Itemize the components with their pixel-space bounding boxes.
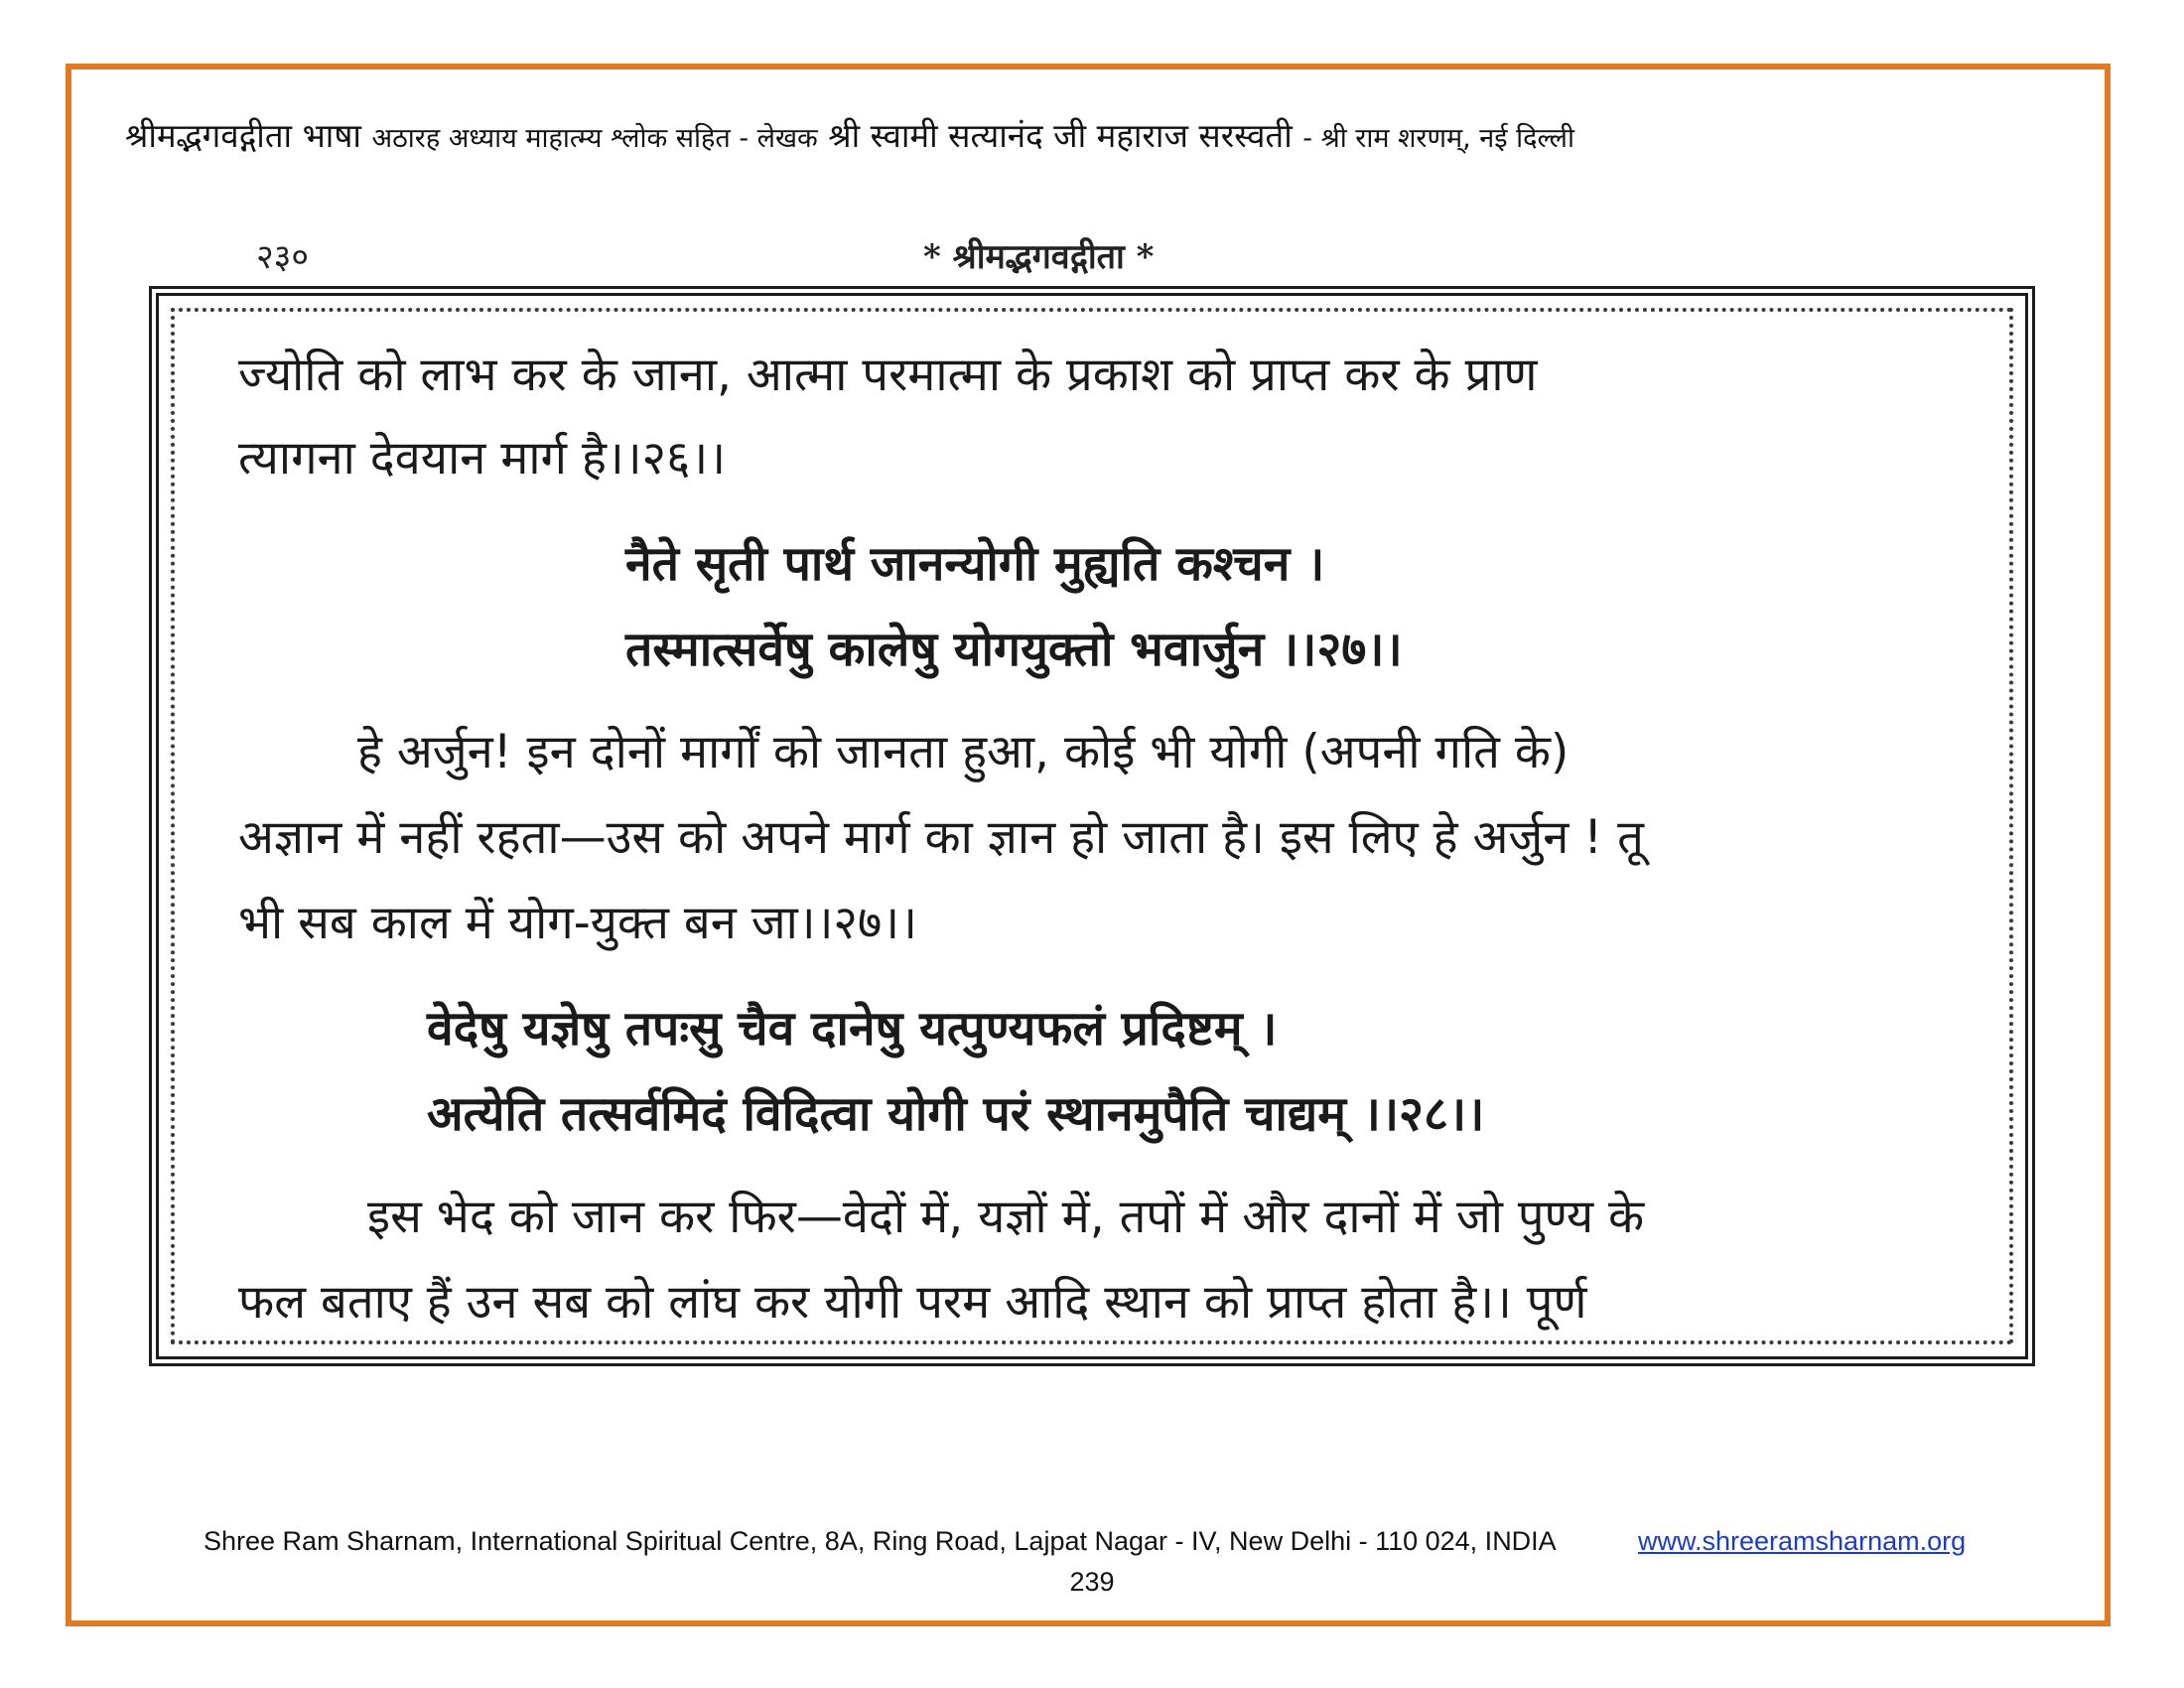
text-line: अज्ञान में नहीं रहता—उस को अपने मार्ग का ज्ञान हो जाता है। इस लिए हे अर्जुन ! तू — [238, 810, 1644, 865]
text-line: भी सब काल में योग-युक्त बन जा।।२७।। — [238, 896, 917, 950]
header-subtitle: अठारह अध्याय माहात्म्य श्लोक सहित - लेखक — [371, 123, 818, 154]
footer-address: Shree Ram Sharnam, International Spiritual Centre, 8A, Ring Road, Lajpat Nagar - IV, New Delhi - 110 024, INDIA — [204, 1526, 1557, 1556]
website-link[interactable]: www.shreeramsharnam.org — [1638, 1526, 1967, 1556]
verse-line: वेदेषु यज्ञेषु तपःसु चैव दानेषु यत्पुण्यफलं प्रदिष्टम् । — [427, 1001, 1278, 1056]
header-separator: - — [1302, 123, 1321, 154]
text-line: इस भेद को जान कर फिर—वेदों में, यज्ञों में, तपों में और दानों में जो पुण्य के — [367, 1190, 1645, 1244]
footer-page-number: 239 — [1069, 1567, 1115, 1597]
book-page-number: २३० — [256, 237, 310, 277]
header-author: श्री स्वामी सत्यानंद जी महाराज सरस्वती — [828, 116, 1293, 155]
header-publisher: श्री राम शरणम्, नई दिल्ली — [1320, 123, 1574, 154]
verse-line: अत्येति तत्सर्वमिदं विदित्वा योगी परं स्थानमुपैति चाद्यम् ।।२८।। — [427, 1086, 1485, 1142]
verse-line: नैते सृती पार्थ जानन्योगी मुह्यति कश्चन । — [625, 536, 1325, 592]
header-title: श्रीमद्भगवद्गीता भाषा — [125, 116, 361, 155]
text-line: फल बताए हैं उन सब को लांघ कर योगी परम आदि स्थान को प्राप्त होता है।। पूर्ण — [238, 1275, 1587, 1330]
text-line: ज्योति को लाभ कर के जाना, आत्मा परमात्मा के प्रकाश को प्राप्त कर के प्राण — [238, 348, 1538, 402]
verse-line: तस्मात्सर्वेषु कालेषु योगयुक्तो भवार्जुन ।।२७।। — [625, 622, 1403, 677]
document-header — [125, 111, 2071, 164]
book-running-title: * श्रीमद्भगवद्गीता * — [923, 237, 1155, 277]
text-line: त्यागना देवयान मार्ग है।।२६।। — [238, 431, 727, 486]
text-line: हे अर्जुन! इन दोनों मार्गों को जानता हुआ, कोई भी योगी (अपनी गति के) — [357, 725, 1570, 779]
